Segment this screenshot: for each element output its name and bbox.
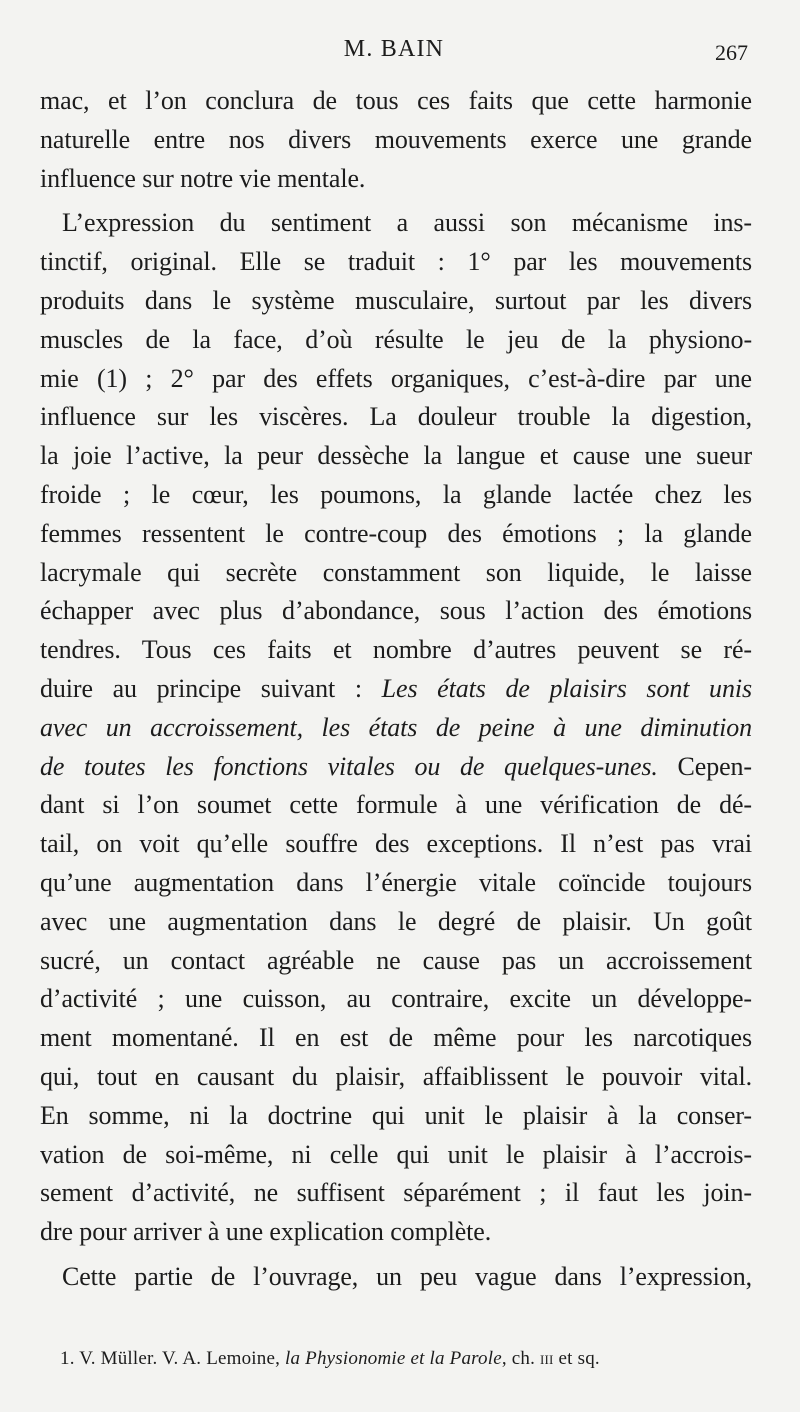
text-line (40, 903, 752, 942)
page-header (40, 36, 748, 72)
text-line (40, 360, 752, 399)
text-line (40, 1058, 752, 1097)
text-line (40, 121, 752, 160)
text-line (40, 864, 752, 903)
text-run: mie (1) ; 2° par des effets organiques, c’est-à-dire par une (40, 363, 752, 393)
text-line (40, 398, 752, 437)
text-run: femmes ressentent le contre-coup des émotions ; la glande (40, 518, 752, 548)
footnote-lead: 1. V. Müller. V. A. Lemoine, (60, 1348, 286, 1369)
footnote-tail: et sq. (553, 1348, 600, 1369)
text-line (40, 554, 752, 593)
text-line (40, 1136, 752, 1175)
text-run: En somme, ni la doctrine qui unit le plaisir à la conser- (40, 1100, 752, 1130)
text-run: échapper avec plus d’abondance, sous l’action des émotions (40, 596, 752, 626)
text-line (40, 321, 752, 360)
text-line (40, 1019, 752, 1058)
text-line (40, 748, 752, 787)
text-run: mac, et l’on conclura de tous ces faits que cette harmonie (40, 86, 752, 115)
text-line (40, 980, 752, 1019)
text-line (40, 942, 752, 981)
text-line (40, 1097, 752, 1136)
footnote (60, 1348, 760, 1370)
text-line (40, 437, 752, 476)
text-run: Cette partie de l’ouvrage, un peu vague dans l’expression, (62, 1261, 752, 1291)
text-run: muscles de la face, d’où résulte le jeu de la physiono- (40, 324, 752, 354)
text-line (40, 631, 752, 670)
italic-text: de toutes les fonctions vitales ou de quelques-unes. (40, 751, 658, 781)
text-run: influence sur notre vie mentale. (40, 163, 366, 193)
text-line (40, 592, 752, 631)
text-line (40, 282, 752, 321)
text-run: tendres. Tous ces faits et nombre d’autres peuvent se ré- (40, 635, 752, 665)
text-line (40, 1258, 752, 1297)
text-run: Cepen- (657, 751, 752, 781)
text-run: tinctif, original. Elle se traduit : 1° par les mouvements (40, 247, 752, 277)
body-text (40, 82, 752, 1297)
text-line (40, 786, 752, 825)
text-line (40, 1174, 752, 1213)
text-run: dant si l’on soumet cette formule à une vérification de dé- (40, 790, 752, 820)
text-line (40, 160, 752, 199)
text-run: influence sur les viscères. La douleur trouble la digestion, (40, 402, 752, 432)
text-run: la joie l’active, la peur dessèche la langue et cause une sueur (40, 441, 752, 471)
italic-text: avec un accroissement, les états de peine à une diminution (40, 712, 752, 742)
text-line (40, 243, 752, 282)
running-head: M. BAIN (343, 36, 445, 62)
text-run: duire au principe suivant : (40, 673, 382, 703)
footnote-title: la Physionomie et la Parole (285, 1348, 502, 1369)
text-run: vation de soi-même, ni celle qui unit le plaisir à l’accrois- (40, 1139, 752, 1169)
text-line (40, 709, 752, 748)
footnote-mid: , ch. (501, 1348, 540, 1369)
text-line (40, 82, 752, 121)
text-run: ment momentané. Il en est de même pour les narcotiques (40, 1023, 752, 1053)
text-run: sement d’activité, ne suffisent séparément ; il faut les join- (40, 1178, 752, 1208)
text-run: tail, on voit qu’elle souffre des exceptions. Il n’est pas vrai (40, 829, 752, 859)
italic-text: Les états de plaisirs sont unis (381, 673, 752, 703)
text-run: sucré, un contact agréable ne cause pas un accroissement (40, 945, 752, 975)
text-run: L’expression du sentiment a aussi son mécanisme ins- (62, 208, 752, 238)
text-line (40, 825, 752, 864)
text-line (40, 515, 752, 554)
text-line (40, 204, 752, 243)
text-run: qui, tout en causant du plaisir, affaiblissent le pouvoir vital. (40, 1061, 752, 1091)
text-run: avec une augmentation dans le degré de plaisir. Un goût (40, 906, 752, 936)
text-line (40, 1213, 752, 1252)
text-run: naturelle entre nos divers mouvements exerce une grande (40, 124, 752, 154)
text-line (40, 670, 752, 709)
text-run: qu’une augmentation dans l’énergie vitale coïncide toujours (40, 867, 752, 897)
footnote-chapter: iii (540, 1348, 554, 1369)
page-number: 267 (715, 40, 748, 65)
text-run: froide ; le cœur, les poumons, la glande lactée chez les (40, 479, 752, 509)
text-run: dre pour arriver à une explication complète. (40, 1217, 492, 1247)
text-line (40, 476, 752, 515)
text-run: produits dans le système musculaire, surtout par les divers (40, 285, 752, 315)
text-run: d’activité ; une cuisson, au contraire, excite un développe- (40, 984, 752, 1014)
text-run: lacrymale qui secrète constamment son liquide, le laisse (40, 557, 752, 587)
